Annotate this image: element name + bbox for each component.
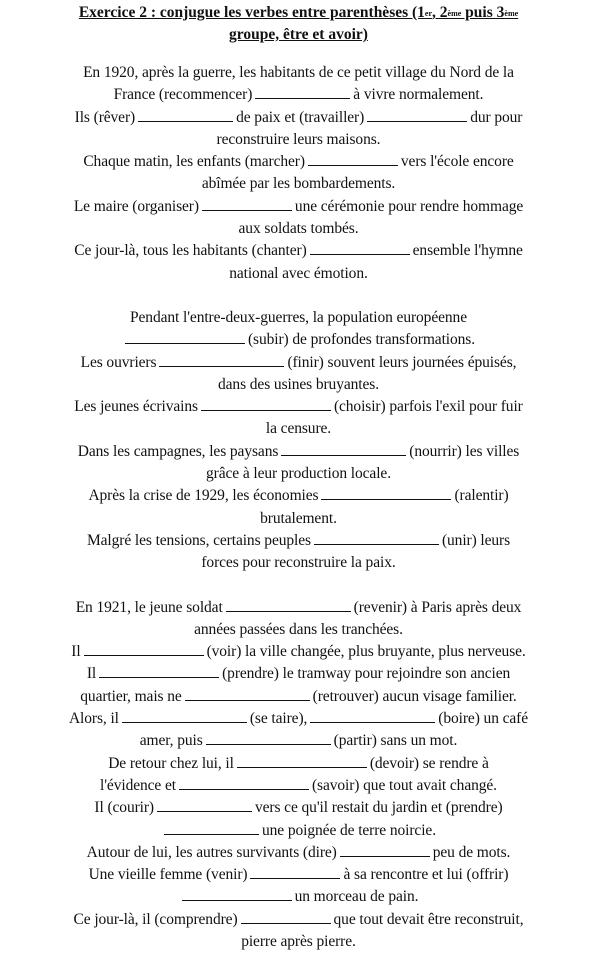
paragraph-2 xyxy=(0,307,597,575)
text-line xyxy=(0,708,597,730)
text-segment: Les jeunes écrivains xyxy=(74,398,198,416)
exercise-body xyxy=(0,62,597,953)
exercise-title xyxy=(0,2,597,46)
answer-blank[interactable] xyxy=(202,199,292,211)
text-segment: Il (courir) xyxy=(94,799,154,817)
text-segment: quartier, mais ne xyxy=(80,687,182,705)
text-segment: de paix et (travailler) xyxy=(236,108,365,126)
title-sup-1: er xyxy=(424,9,433,18)
text-line xyxy=(0,485,597,507)
text-segment: dur pour xyxy=(470,108,523,126)
answer-blank[interactable] xyxy=(159,355,284,367)
text-line xyxy=(0,396,597,418)
text-segment: France (recommencer) xyxy=(113,86,253,104)
answer-blank[interactable] xyxy=(179,778,309,790)
text-line: abîmée par les bombardements. xyxy=(201,175,396,193)
answer-blank[interactable] xyxy=(185,689,310,701)
text-segment: (prendre) le tramway pour rejoindre son ancien xyxy=(222,665,511,683)
answer-blank[interactable] xyxy=(310,243,410,255)
text-line xyxy=(0,441,597,463)
answer-blank[interactable] xyxy=(99,666,219,678)
answer-blank[interactable] xyxy=(201,399,331,411)
answer-blank[interactable] xyxy=(255,87,350,99)
text-segment: (unir) leurs xyxy=(441,531,511,549)
text-segment: (partir) sans un mot. xyxy=(333,732,458,750)
text-line xyxy=(0,775,597,797)
answer-blank[interactable] xyxy=(321,488,451,500)
text-line xyxy=(0,151,597,173)
answer-blank[interactable] xyxy=(308,154,398,166)
answer-blank[interactable] xyxy=(122,711,247,723)
title-sup-2: ème xyxy=(447,9,462,18)
paragraph-1 xyxy=(0,62,597,285)
answer-blank[interactable] xyxy=(125,332,245,344)
text-segment: (subir) de profondes transformations. xyxy=(247,331,476,349)
text-line: reconstruire leurs maisons. xyxy=(216,130,381,148)
answer-blank[interactable] xyxy=(138,110,233,122)
title-sup-3: ème xyxy=(504,9,519,18)
text-segment: un morceau de pain. xyxy=(294,888,419,906)
text-line xyxy=(0,686,597,708)
text-segment: Alors, il xyxy=(68,710,119,728)
answer-blank[interactable] xyxy=(310,711,435,723)
text-segment: vers l'école encore xyxy=(400,153,514,171)
text-line xyxy=(0,909,597,931)
text-segment: (voir) la ville changée, plus bruyante, plus nerveuse. xyxy=(206,643,526,661)
text-line xyxy=(0,352,597,374)
text-segment: (boire) un café xyxy=(438,710,529,728)
paragraph-3 xyxy=(0,597,597,954)
answer-blank[interactable] xyxy=(182,889,292,901)
paragraph-gap xyxy=(0,575,597,597)
title-text-b: , 2 xyxy=(432,4,448,21)
text-segment: De retour chez lui, il xyxy=(108,754,234,772)
text-line xyxy=(0,107,597,129)
answer-blank[interactable] xyxy=(241,912,331,924)
text-line xyxy=(0,84,597,106)
text-line xyxy=(0,753,597,775)
text-line: grâce à leur production locale. xyxy=(206,465,391,483)
answer-blank[interactable] xyxy=(314,533,439,545)
text-segment: (retrouver) aucun visage familier. xyxy=(312,687,517,705)
text-segment: (ralentir) xyxy=(454,487,509,505)
text-segment: l'évidence et xyxy=(100,776,176,794)
answer-blank[interactable] xyxy=(340,845,430,857)
text-line: En 1920, après la guerre, les habitants de ce petit village du Nord de la xyxy=(83,64,514,81)
text-segment: Chaque matin, les enfants (marcher) xyxy=(83,153,305,171)
answer-blank[interactable] xyxy=(237,756,367,768)
text-segment: (devoir) se rendre à xyxy=(369,754,489,772)
text-segment: Ce jour-là, tous les habitants (chanter) xyxy=(74,242,307,260)
text-segment: (nourrir) les villes xyxy=(409,442,520,460)
answer-blank[interactable] xyxy=(281,444,406,456)
text-line xyxy=(0,797,597,819)
text-line: Pendant l'entre-deux-guerres, la population européenne xyxy=(130,308,467,326)
text-line xyxy=(0,886,597,908)
answer-blank[interactable] xyxy=(226,600,351,612)
title-line-2: groupe, être et avoir) xyxy=(229,26,368,43)
answer-blank[interactable] xyxy=(206,733,331,745)
text-segment: En 1921, le jeune soldat xyxy=(75,598,223,616)
text-line: années passées dans les tranchées. xyxy=(194,620,403,638)
text-line: brutalement. xyxy=(260,509,337,527)
text-line xyxy=(0,530,597,552)
title-text-c: puis 3 xyxy=(461,4,505,21)
text-segment: (choisir) parfois l'exil pour fuir xyxy=(333,398,523,416)
text-line xyxy=(0,240,597,262)
answer-blank[interactable] xyxy=(367,110,467,122)
text-line: forces pour reconstruire la paix. xyxy=(201,554,396,572)
text-segment: (revenir) à Paris après deux xyxy=(353,598,522,616)
answer-blank[interactable] xyxy=(164,823,259,835)
text-segment: Les ouvriers xyxy=(80,353,157,371)
text-segment: Malgré les tensions, certains peuples xyxy=(86,531,311,549)
text-line: pierre après pierre. xyxy=(241,932,356,950)
text-segment: à vivre normalement. xyxy=(353,86,484,104)
text-line: aux soldats tombés. xyxy=(238,220,359,238)
text-segment: Le maire (organiser) xyxy=(73,197,199,215)
text-line xyxy=(0,820,597,842)
text-segment: amer, puis xyxy=(139,732,203,750)
text-line xyxy=(0,864,597,886)
answer-blank[interactable] xyxy=(250,867,340,879)
text-line xyxy=(0,597,597,619)
text-segment: Il xyxy=(86,665,97,683)
text-segment: Il xyxy=(71,643,81,661)
text-segment: à sa rencontre et lui (offrir) xyxy=(343,866,509,884)
text-segment: une cérémonie pour rendre hommage xyxy=(294,197,524,215)
text-line xyxy=(0,329,597,351)
text-segment: (se taire), xyxy=(249,710,308,728)
text-segment: (savoir) que tout avait changé. xyxy=(311,776,497,794)
answer-blank[interactable] xyxy=(157,800,252,812)
text-line: la censure. xyxy=(265,420,332,438)
text-segment: ensemble l'hymne xyxy=(412,242,523,260)
text-segment: Ce jour-là, il (comprendre) xyxy=(73,910,238,928)
title-line-1 xyxy=(0,2,597,24)
answer-blank[interactable] xyxy=(84,644,204,656)
text-segment: vers ce qu'il restait du jardin et (prendre) xyxy=(254,799,503,817)
text-line: dans des usines bruyantes. xyxy=(218,375,379,393)
text-segment: peu de mots. xyxy=(432,843,511,861)
text-line xyxy=(0,842,597,864)
text-segment: Ils (rêver) xyxy=(74,108,136,126)
paragraph-gap xyxy=(0,285,597,307)
text-segment: Après la crise de 1929, les économies xyxy=(88,487,319,505)
text-segment: une poignée de terre noircie. xyxy=(262,821,436,839)
title-text-a: Exercice 2 : conjugue les verbes entre parenthèses (1 xyxy=(78,4,425,21)
text-segment: Dans les campagnes, les paysans xyxy=(77,442,279,460)
text-line xyxy=(0,641,597,663)
text-line xyxy=(0,196,597,218)
text-line xyxy=(0,663,597,685)
text-line xyxy=(0,730,597,752)
text-segment: Autour de lui, les autres survivants (dire) xyxy=(86,843,337,861)
text-segment: Une vieille femme (venir) xyxy=(88,866,248,884)
text-segment: que tout devait être reconstruit, xyxy=(333,910,524,928)
text-line: national avec émotion. xyxy=(229,264,368,282)
text-segment: (finir) souvent leurs journées épuisés, xyxy=(287,353,517,371)
